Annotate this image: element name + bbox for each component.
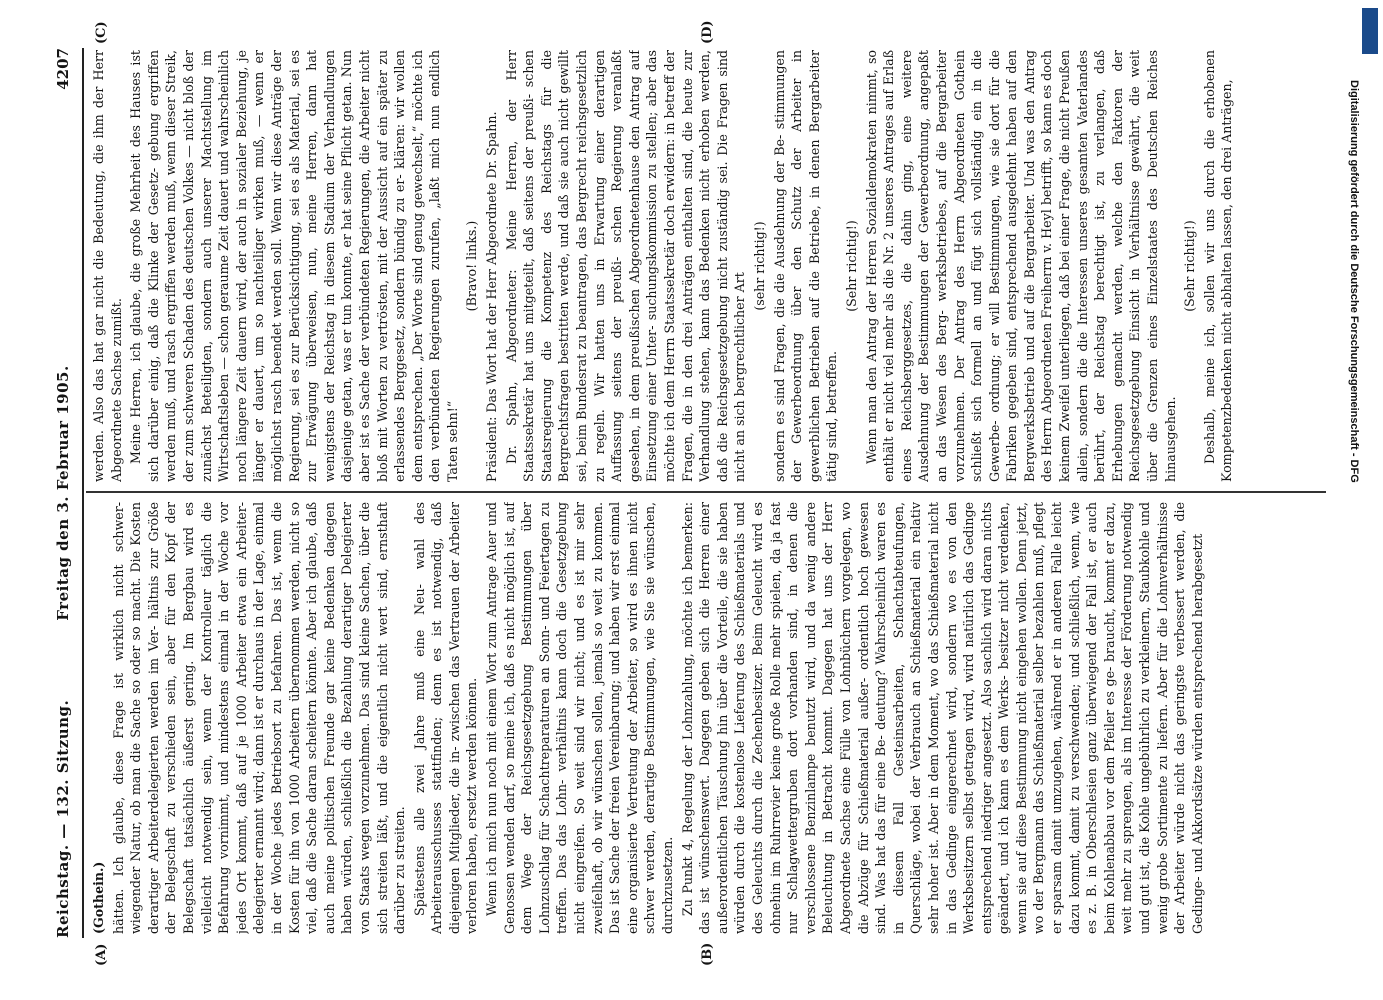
paragraph: Wenn ich mich nun noch mit einem Wort zum Antrage Auer und Genossen wenden darf, so meine ich, daß es nicht möglich ist, auf dem Wege der Reichsgesetzgebung Bestimmungen über Lohnzuschlag für Schachtreparaturen an Sonn- und Feiertagen zu treffen. Das das Lohn- verhältnis kann doch die Gesetzgebung nicht eingreifen. So weit sind wir nicht; und es ist mir sehr zweifelhaft, ob wir wünschen sollen, jemals so weit zu kommen. Das ist Sache der freien Vereinbarung; und haben wir erst einmal eine organisierte Vertretung der Arbeiter, so wird es ihnen nicht schwer werden, derartige Bestimmungen, wie Sie sie wünschen, durchzusetzen.	[484, 502, 675, 934]
paragraph: Deshalb, meine ich, sollen wir uns durch die erhobenen Kompetenzbedenken nicht abhalten lassen, den drei Anträgen,	[1201, 50, 1235, 482]
margin-mark-c: (C)	[94, 21, 109, 44]
header-left: Reichstag. — 132. Sitzung.	[54, 699, 72, 938]
interjection: (Bravo! links.)	[464, 220, 480, 312]
digitization-note	[1350, 20, 1370, 980]
column-divider	[86, 491, 1326, 493]
paragraph: Wenn man den Antrag der Herren Sozialdemokraten nimmt, so enthält er nicht viel mehr als die Nr. 2 unseres Antrages auf Erlaß eines Reichsberggesetzes, die dahin ging, eine weitere Ausdehnung der Bestimmungen der Gewerbeordnung, angepaßt an das Wesen des Berg- werksbetriebes, auf die Bergarbeiter vorzunehmen. Der Antrag des Herrn Abgeordneten Gothein schließt sich formell an und fügt sich vollständig ein in die Gewerbe- ordnung; er will Bestimmungen, wie sie dort für die Fabriken gegeben sind, entsprechend ausgedehnt haben auf den Bergwerksbetrieb und auf die Bergarbeiter. Und was den Antrag des Herrn Abgeordneten Freiherrn v. Heyl betrifft, so kann es doch keinem Zweifel unterliegen, daß bei einer Frage, die nicht Preußen allein, sondern die die Interessen unseres gesamten Vaterlandes berührt, der Reichstag berechtigt ist, zu verlangen, daß Erhebungen gemacht werden, welche den Faktoren der Reichsgesetzgebung Einsicht in Verhältnisse gewährt, die weit über die Grenzen eines Einzelstaates des Deutschen Reiches hinausgehen.	[863, 50, 1178, 482]
paragraph: hätten. Ich glaube, diese Frage ist wirklich nicht schwer- wiegender Natur, ob man die Sache so oder so macht. Die Kosten derartiger Arbeiterdelegierten werden im Ver- hältnis zur Größe der Belegschaft zu verschieden sein, aber für den Kopf der Belegschaft tatsächlich äußerst gering. Im Bergbau wird es vielleicht notwendig sein, wenn der Kontrolleur täglich die Befahrung vornimmt, und mindestens einmal in der Woche vor jedes Ort kommt, daß auf je 1000 Arbeiter etwa ein Arbeiter- delegierter ernannt wird; dann ist er durchaus in der Lage, einmal in der Woche jedes Betriebsort zu befahren. Das ist, wenn die Kosten für ihn von 1000 Arbeitern übernommen werden, nicht so viel, daß die Sache daran scheitern könnte. Aber ich glaube, daß auch meine politischen Freunde gar keine Bedenken dagegen haben würden, schließlich die Bezahlung derartiger Delegierter von Staats wegen vorzunehmen. Das sind kleine Sachen, über die sich streiten läßt, und die eigentlich nicht wert sind, ernsthaft darüber zu streiten.	[110, 502, 408, 934]
paragraph: werden. Also das hat gar nicht die Bedeutung, die ihm der Herr Abgeordnete Sachse zumißt.	[91, 50, 124, 482]
paragraph: Dr. Spahn, Abgeordneter: Meine Herren, der Herr Staatssekretär hat uns mitgeteilt, daß seitens der preußi- schen Staatsregierung die Kompetenz des Reichstags für die Bergrechtsfragen bestritten werde, und daß sie auch nicht gewillt sei, beim Bundesrat zu beantragen, das Bergrecht reichsgesetzlich zu regeln. Wir hatten uns in Erwartung einer derartigen Auffassung seitens der preußi- schen Regierung veranlaßt gesehen, in dem preußischen Abgeordnetenhause den Antrag auf Einsetzung einer Unter- suchungskommission zu stellen; aber das möchte ich dem Herrn Staatssekretär doch erwidern: in betreff der Fragen, die in den drei Anträgen enthalten sind, die heute zur Verhandlung stehen, kann das Bedenken nicht erhoben werden, daß die Reichsgesetzgebung nicht zuständig sei. Die Fragen sind nicht an sich bergrechtlicher Art	[503, 50, 748, 482]
interjection: (Sehr richtig!)	[843, 220, 859, 312]
president-paragraph: Präsident: Das Wort hat der Herr Abgeordnete Dr. Spahn.	[484, 111, 500, 482]
margin-mark-a: (A)	[94, 943, 109, 966]
page-header	[52, 48, 78, 938]
header-rule	[82, 48, 84, 938]
speaker-reference: (Gothein.)	[91, 861, 106, 934]
margin-mark-b: (B)	[700, 942, 715, 966]
paragraph: Meine Herren, ich glaube, die große Mehrheit des Hauses ist sich darüber einig, daß die Klinke der Gesetz- gebung ergriffen werden muß, und rasch ergriffen werden muß, wenn dieser Streik, der zum schweren Schaden des deutschen Volkes — nicht bloß der zunächst Beteiligten, sondern auch unserer Machtstellung im Wirtschaftsleben — schon geraume Zeit dauert und wahrscheinlich noch längere Zeit dauern wird, der auch in sozialer Beziehung, je länger er dauert, um so nachteiliger wirken muß, — wenn er möglichst rasch beendet werden soll. Wenn wir diese Anträge der Regierung, sei es zur Berücksichtigung, sei es als Material, sei es zur Erwägung überweisen, nun, meine Herren, dann hat wenigstens der Reichstag in diesem Stadium der Verhandlungen dasjenige getan, was er tun konnte, er hat seine Pflicht getan. Nun aber ist es Sache der verbündeten Regierungen, die Arbeiter nicht bloß mit Worten zu vertrösten, mit der Aussicht auf ein später zu erlassendes Berggesetz, sondern bündig zu er- klären: wir wollen dem entsprechen. „Der Worte sind genug gewechselt,“ möchte ich den verbündeten Regierungen zurufen, „laßt mich nun endlich Taten sehn!“	[128, 50, 460, 482]
digitization-note-text: Digitalisierung gefördert durch die Deutsche Forschungsgemeinschaft - DFG	[1348, 80, 1360, 483]
header-date: Freitag den 3. Februar 1905.	[54, 365, 72, 621]
right-column	[90, 50, 1330, 482]
margin-mark-d: (D)	[700, 20, 715, 44]
paragraph: Zu Punkt 4, Regelung der Lohnzahlung, möchte ich bemerken: das ist wünschenswert. Dagegen geben sich die Herren einer außerordentlichen Täuschung hin über die Vorteile, die sie haben würden durch die kostenlose Lieferung des Schießmaterials und des Geleuchts durch die Zechenbesitzer. Beim Geleucht wird es ohnehin im Ruhrrevier keine große Rolle mehr spielen, da ja fast nur Schlagwettergruben dort vorhanden sind, in denen die verschlossene Benzinlampe benutzt wird, und da wenig andere Beleuchtung in Betracht kommt. Dagegen hat uns der Herr Abgeordnete Sachse eine Fülle von Lohnbüchern vorgelegen, wo die Abzüge für Schießmaterial außer- ordentlich hoch gewesen sind. Was hat das für eine Be- deutung? Wahrscheinlich waren es in diesem Fall Gesteinsarbeiten, Schachtabteufungen, Querschläge, wobei der Verbrauch an Schießmaterial ein relativ sehr hoher ist. Aber in dem Moment, wo das Schießmaterial nicht in das Gedinge eingerechnet wird, sondern wo es von den Werksbesitzern selbst getragen wird, wird natürlich das Gedinge entsprechend niedriger angesetzt. Also sachlich wird daran nichts geändert, und ich kann es dem Werks- besitzer nicht verdenken, wenn sie auf diese Bestimmung nicht eingehen wollen. Denn jetzt, wo der Bergmann das Schießmaterial selber bezahlen muß, pflegt er sparsam damit umzugehen, während er in anderen Falle leicht dazu kommt, damit zu verschwenden; und schließlich, wenn, wie es z. B. in Oberschlesien ganz überwiegend der Fall ist, er auch beim Kohlenabbau vor dem Pfeiler es ge- braucht, kommt er dazu, weit mehr zu sprengen, als im Interesse der Förderung notwendig und gut ist, die Kohle ungebührlich zu verkleinern, Staubkohle und wenig grobe Sortimente zu liefern. Aber für die Lohnverhältnisse der Arbeiter würde nicht das geringste verbessert werden, die Gedinge- und Akkordsätze würden entsprechend herabgesetzt	[679, 502, 1205, 934]
left-column	[90, 502, 1330, 934]
interjection: (sehr richtig!)	[751, 221, 767, 311]
page-number: 4207	[54, 48, 72, 90]
interjection: (Sehr richtig!)	[1182, 220, 1198, 312]
paragraph: Spätestens alle zwei Jahre muß eine Neu- wahl des Arbeiterausschusses stattfinden; denn es ist notwendig, daß diejenigen Mitglieder, die in- zwischen das Vertrauen der Arbeiter verloren haben, ersetzt werden können.	[411, 502, 480, 934]
paragraph: sondern es sind Fragen, die die Ausdehnung der Be- stimmungen der Gewerbeordnung über den Schutz der Arbeiter in gewerblichen Betrieben auf die Betriebe, in denen Bergarbeiter tätig sind, betreffen.	[771, 50, 840, 482]
